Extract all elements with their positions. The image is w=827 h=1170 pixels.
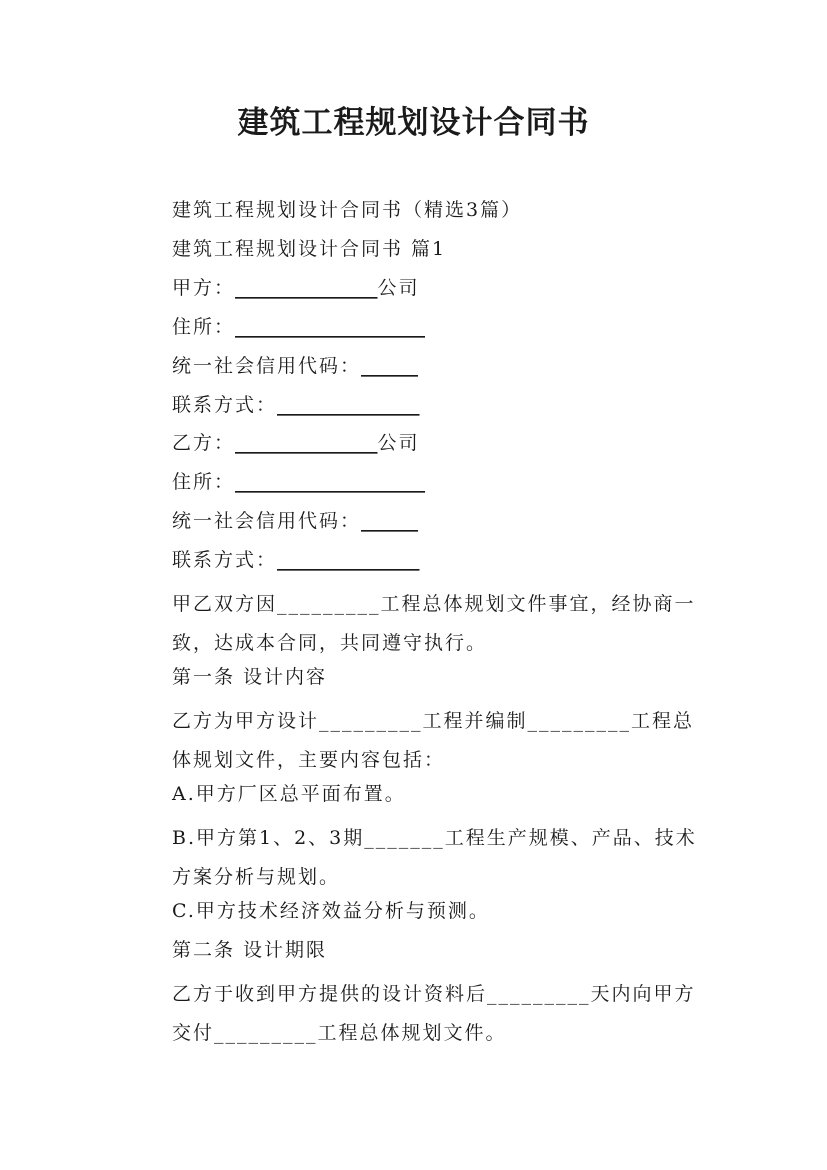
party-a-name-suffix: 公司 bbox=[377, 277, 420, 299]
section-heading: 建筑工程规划设计合同书 篇1 bbox=[172, 238, 447, 260]
party-b-address-blank: ____________________ bbox=[235, 471, 426, 493]
article-1-body-text: 乙方为甲方设计_________工程并编制_________工程总体规划文件，主要内容包括： bbox=[172, 710, 695, 771]
article-1-item-b bbox=[125, 819, 703, 897]
party-b-name-blank: _______________ bbox=[235, 432, 378, 454]
article-1-heading: 第一条 设计内容 bbox=[172, 666, 328, 688]
party-b-contact-line bbox=[172, 546, 420, 574]
party-a-credit-code-blank: ______ bbox=[361, 355, 419, 377]
preamble-text: 甲乙双方因_________工程总体规划文件事宜，经协商一致，达成本合同，共同遵守执行。 bbox=[172, 593, 696, 654]
party-b-credit-code-blank: ______ bbox=[361, 510, 419, 532]
party-a-address-blank: ____________________ bbox=[235, 316, 426, 338]
party-a-contact-line bbox=[172, 391, 420, 419]
party-b-name-label: 乙方： bbox=[172, 432, 236, 454]
party-b-name-line bbox=[172, 429, 420, 457]
party-a-credit-code-label: 统一社会信用代码： bbox=[172, 355, 362, 377]
document-subtitle: 建筑工程规划设计合同书（精选3篇） bbox=[172, 199, 523, 221]
article-2-heading: 第二条 设计期限 bbox=[172, 939, 328, 961]
party-a-credit-code-line bbox=[172, 352, 418, 380]
party-a-contact-label: 联系方式： bbox=[172, 394, 278, 416]
party-a-name-line bbox=[172, 274, 420, 302]
party-b-name-suffix: 公司 bbox=[377, 432, 420, 454]
article-1-item-a: A.甲方厂区总平面布置。 bbox=[172, 783, 406, 805]
article-1-item-b-text: B.甲方第1、2、3期_______工程生产规模、产品、技术方案分析与规划。 bbox=[172, 827, 697, 888]
party-a-address-label: 住所： bbox=[172, 316, 236, 338]
party-a-name-blank: _______________ bbox=[235, 277, 378, 299]
article-2-body bbox=[125, 975, 703, 1053]
article-2-body-text: 乙方于收到甲方提供的设计资料后_________天内向甲方交付_________工程总体规划文件。 bbox=[172, 983, 696, 1044]
party-b-address-label: 住所： bbox=[172, 471, 236, 493]
party-b-contact-blank: _______________ bbox=[277, 549, 420, 571]
party-a-name-label: 甲方： bbox=[172, 277, 236, 299]
article-1-item-c: C.甲方技术经济效益分析与预测。 bbox=[172, 900, 490, 922]
party-a-contact-blank: _______________ bbox=[277, 394, 420, 416]
preamble-paragraph bbox=[125, 585, 703, 663]
party-a-address-line bbox=[172, 313, 425, 341]
party-b-contact-label: 联系方式： bbox=[172, 549, 278, 571]
party-b-credit-code-label: 统一社会信用代码： bbox=[172, 510, 362, 532]
article-1-body bbox=[125, 702, 703, 780]
party-b-address-line bbox=[172, 468, 425, 496]
party-b-credit-code-line bbox=[172, 507, 418, 535]
document-title: 建筑工程规划设计合同书 bbox=[237, 105, 590, 141]
